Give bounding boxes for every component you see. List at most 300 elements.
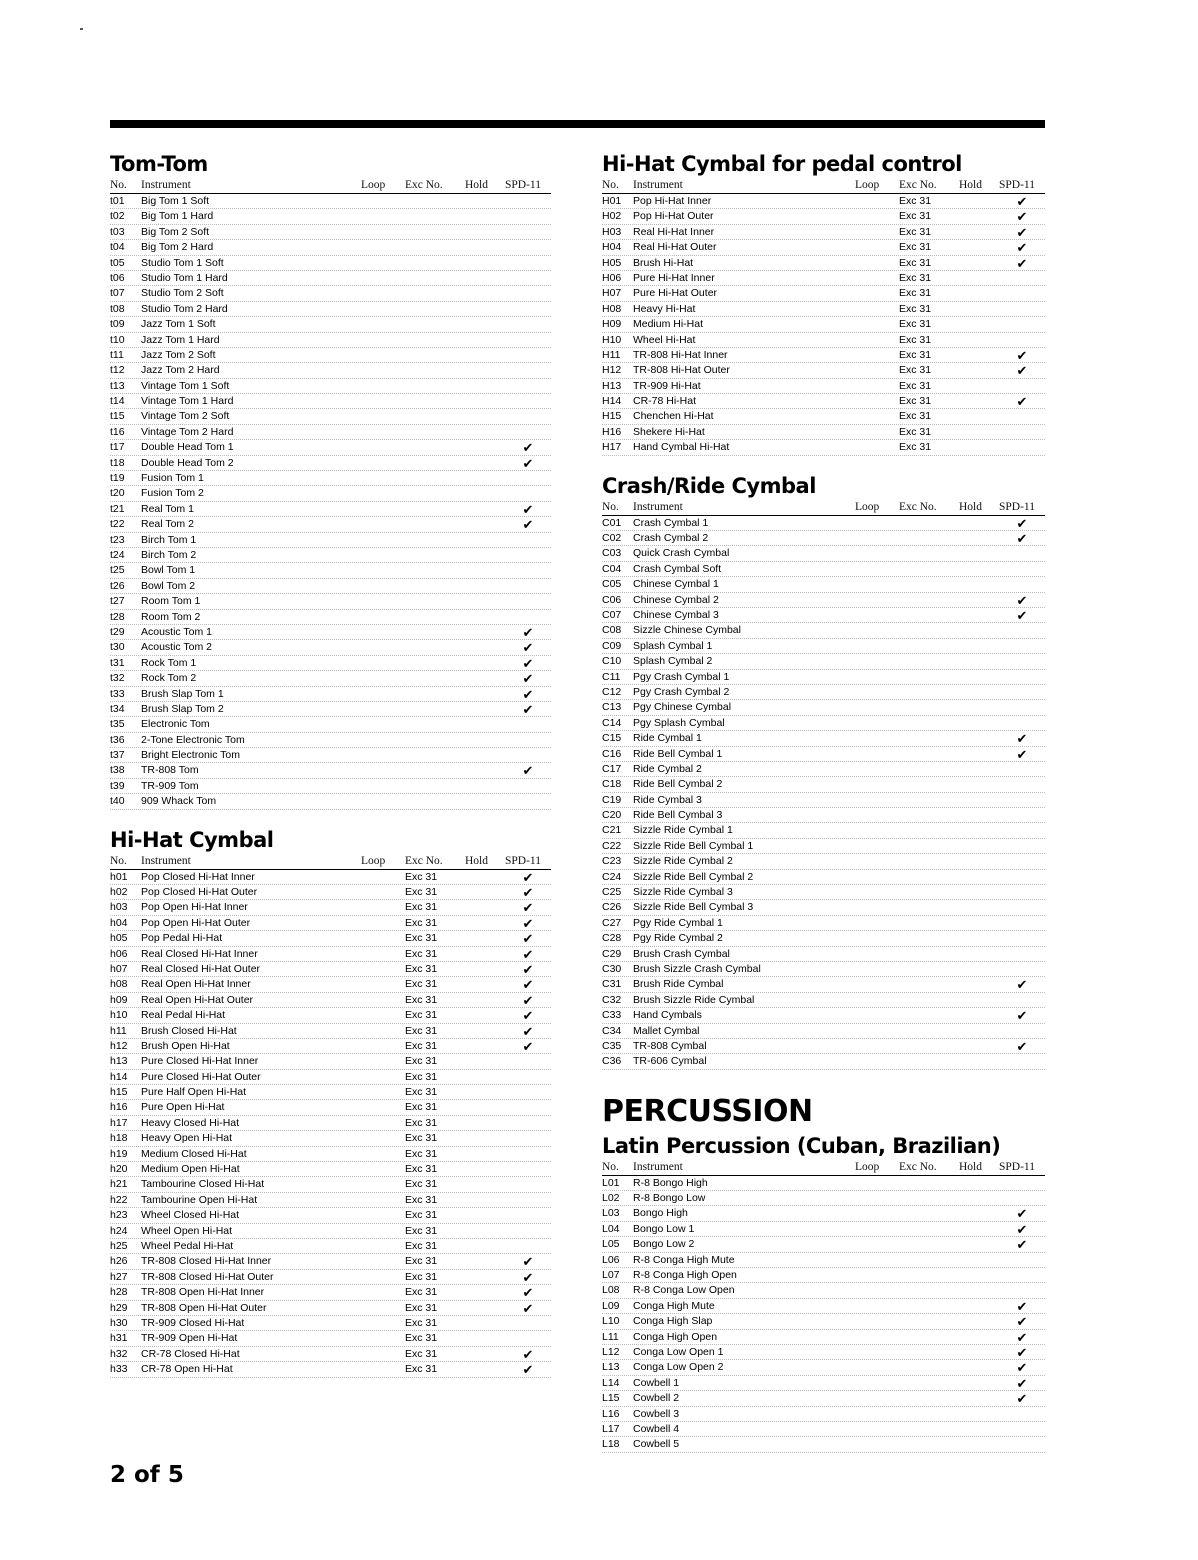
instrument-name: Pop Pedal Hi-Hat (141, 932, 223, 945)
section-title-tomtom: Tom-Tom (110, 152, 208, 176)
hold-cell (959, 654, 999, 668)
hold-cell (465, 1131, 505, 1145)
row-number: L16 (602, 1407, 620, 1420)
hold-cell (465, 409, 505, 423)
exc-number (405, 502, 465, 516)
instrument-name: Jazz Tom 1 Hard (141, 333, 220, 346)
loop-cell (855, 256, 899, 270)
loop-cell (855, 823, 899, 837)
row-number: C11 (602, 670, 621, 683)
checkmark-icon: ✔ (522, 455, 534, 471)
table-row (110, 1254, 551, 1269)
table-row (110, 947, 551, 962)
instrument-name: Brush Sizzle Crash Cymbal (633, 962, 761, 975)
row-number: C20 (602, 809, 622, 822)
table-row (602, 379, 1045, 394)
instrument-name: Brush Ride Cymbal (633, 978, 724, 991)
instrument-name: Jazz Tom 1 Soft (141, 318, 216, 331)
instrument-name: Crash Cymbal 2 (633, 532, 709, 545)
table-row (602, 240, 1045, 255)
loop-cell (855, 1237, 899, 1251)
hold-cell (465, 794, 505, 808)
row-number: L02 (602, 1192, 620, 1205)
loop-cell (855, 716, 899, 730)
row-number: t32 (110, 672, 125, 685)
exc-number (899, 516, 959, 530)
table-row (602, 977, 1045, 992)
checkmark-icon: ✔ (1016, 240, 1028, 256)
table-row (110, 379, 551, 394)
loop-cell (855, 1024, 899, 1038)
sfd-cell (505, 579, 551, 593)
exc-number (899, 639, 959, 653)
instrument-name: Pure Hi-Hat Inner (633, 271, 715, 284)
row-number: C36 (602, 1055, 622, 1068)
col-header-exc: Exc No. (899, 179, 937, 191)
sfd-cell (505, 1331, 551, 1345)
row-number: t28 (110, 610, 125, 623)
instrument-name: Sizzle Ride Bell Cymbal 3 (633, 901, 754, 914)
hold-cell (959, 916, 999, 930)
exc-number (405, 302, 465, 316)
exc-number: Exc 31 (899, 271, 932, 284)
exc-number: Exc 31 (405, 1347, 438, 1360)
loop-cell (361, 1316, 405, 1330)
loop-cell (855, 854, 899, 868)
checkmark-icon: ✔ (522, 1008, 534, 1024)
row-number: C29 (602, 947, 622, 960)
checkmark-icon: ✔ (1016, 1038, 1028, 1054)
checkmark-icon: ✔ (522, 640, 534, 656)
instrument-name: Pop Closed Hi-Hat Inner (141, 870, 255, 883)
loop-cell (855, 1330, 899, 1344)
exc-number: Exc 31 (899, 195, 932, 207)
table-row (110, 916, 551, 931)
row-number: H14 (602, 395, 622, 408)
hold-cell (465, 1224, 505, 1238)
instrument-name: R-8 Conga High Mute (633, 1253, 735, 1266)
exc-number (899, 1039, 959, 1053)
table-row (110, 533, 551, 548)
table-row (110, 1316, 551, 1331)
sfd-cell (505, 733, 551, 747)
row-number: C14 (602, 716, 622, 729)
loop-cell (855, 1176, 899, 1190)
table-row (110, 702, 551, 717)
instrument-name: Quick Crash Cymbal (633, 547, 730, 560)
checkmark-icon: ✔ (1016, 1237, 1028, 1253)
hold-cell (959, 716, 999, 730)
instrument-name: CR-78 Open Hi-Hat (141, 1363, 233, 1376)
exc-number (405, 548, 465, 562)
table-row (110, 363, 551, 378)
table-row (602, 348, 1045, 363)
row-number: H11 (602, 348, 621, 361)
loop-cell (361, 687, 405, 701)
loop-cell (361, 900, 405, 914)
exc-number (899, 531, 959, 545)
hold-cell (959, 639, 999, 653)
row-number: h08 (110, 978, 128, 991)
section-title-hihat-pedal: Hi-Hat Cymbal for pedal control (602, 152, 962, 176)
instrument-name: Real Open Hi-Hat Outer (141, 993, 254, 1006)
exc-number: Exc 31 (405, 947, 438, 960)
table-row (110, 794, 551, 809)
row-number: h11 (110, 1024, 127, 1037)
exc-number: Exc 31 (405, 1209, 438, 1222)
loop-cell (855, 531, 899, 545)
instrument-name: Real Open Hi-Hat Inner (141, 978, 251, 991)
exc-number: Exc 31 (405, 886, 438, 899)
exc-number (405, 671, 465, 685)
instrument-name: Conga Low Open 2 (633, 1361, 724, 1374)
row-number: C18 (602, 778, 622, 791)
sfd-cell (505, 1116, 551, 1130)
loop-cell (855, 947, 899, 961)
hold-cell (465, 610, 505, 624)
exc-number (899, 947, 959, 961)
col-header-no: No. (602, 500, 619, 513)
row-number: L05 (602, 1238, 620, 1251)
instrument-name: Cowbell 4 (633, 1422, 680, 1435)
table-row (602, 1191, 1045, 1206)
hold-cell (959, 1376, 999, 1390)
checkmark-icon: ✔ (522, 624, 534, 640)
row-number: t19 (110, 472, 125, 485)
hold-cell (959, 1253, 999, 1267)
sfd-cell (505, 240, 551, 254)
row-number: h26 (110, 1255, 128, 1268)
instrument-name: Brush Slap Tom 1 (141, 687, 224, 700)
loop-cell (855, 670, 899, 684)
hold-cell (465, 977, 505, 991)
checkmark-icon: ✔ (1016, 1314, 1028, 1330)
sfd-cell (505, 563, 551, 577)
instrument-name: Real Hi-Hat Inner (633, 225, 715, 238)
loop-cell (361, 733, 405, 747)
exc-number (899, 685, 959, 699)
instrument-name: Cowbell 1 (633, 1376, 680, 1389)
table-row (602, 1391, 1045, 1406)
instrument-name: Medium Closed Hi-Hat (141, 1147, 247, 1160)
row-number: t23 (110, 533, 125, 546)
hold-cell (959, 256, 999, 270)
sfd-cell (505, 379, 551, 393)
table-row (110, 286, 551, 301)
col-header-no: No. (110, 179, 127, 191)
checkmark-icon: ✔ (522, 1269, 534, 1285)
row-number: C31 (602, 978, 622, 991)
hold-cell (465, 916, 505, 930)
exc-number (899, 654, 959, 668)
table-row (110, 1085, 551, 1100)
hold-cell (959, 1360, 999, 1374)
instrument-table (110, 870, 551, 1378)
row-number: H17 (602, 441, 622, 454)
checkmark-icon: ✔ (522, 1254, 534, 1270)
checkmark-icon: ✔ (522, 671, 534, 687)
loop-cell (855, 1191, 899, 1205)
row-number: C13 (602, 701, 622, 714)
loop-cell (855, 1437, 899, 1451)
loop-cell (361, 363, 405, 377)
exc-number (405, 348, 465, 362)
table-row (110, 333, 551, 348)
sfd-cell (505, 302, 551, 316)
checkmark-icon: ✔ (1016, 255, 1028, 271)
row-number: C23 (602, 855, 622, 868)
loop-cell (361, 1177, 405, 1191)
table-row (602, 1437, 1045, 1452)
exc-number: Exc 31 (405, 1039, 438, 1052)
loop-cell (361, 209, 405, 223)
exc-number (899, 1437, 959, 1451)
loop-cell (855, 1345, 899, 1359)
loop-cell (855, 1407, 899, 1421)
exc-number: Exc 31 (405, 1270, 438, 1283)
exc-number: Exc 31 (405, 1070, 438, 1083)
loop-cell (855, 302, 899, 316)
sfd-cell (999, 777, 1045, 791)
exc-number (899, 1176, 959, 1190)
section-title-latin: Latin Percussion (Cuban, Brazilian) (602, 1133, 1001, 1158)
row-number: t37 (110, 749, 125, 762)
instrument-name: Pop Open Hi-Hat Outer (141, 916, 251, 929)
table-row (110, 1347, 551, 1362)
instrument-name: TR-909 Tom (141, 779, 199, 792)
row-number: h32 (110, 1347, 128, 1360)
hold-cell (465, 779, 505, 793)
table-row (602, 286, 1045, 301)
hold-cell (465, 1177, 505, 1191)
loop-cell (361, 456, 405, 470)
instrument-name: Jazz Tom 2 Hard (141, 364, 220, 377)
row-number: t25 (110, 564, 125, 577)
loop-cell (361, 1085, 405, 1099)
table-row (602, 1314, 1045, 1329)
checkmark-icon: ✔ (522, 885, 534, 901)
loop-cell (855, 1039, 899, 1053)
exc-number: Exc 31 (899, 364, 932, 377)
table-row (602, 870, 1045, 885)
row-number: h24 (110, 1224, 128, 1237)
table-row (602, 546, 1045, 561)
sfd-cell (505, 1193, 551, 1207)
instrument-name: TR-808 Open Hi-Hat Inner (141, 1286, 265, 1299)
instrument-name: Bowl Tom 1 (141, 564, 196, 577)
col-header-no: No. (602, 179, 619, 191)
row-number: H15 (602, 410, 622, 423)
hold-cell (959, 1422, 999, 1436)
instrument-name: Rock Tom 1 (141, 656, 197, 669)
hold-cell (465, 456, 505, 470)
hold-cell (465, 502, 505, 516)
instrument-table (110, 194, 551, 810)
row-number: t30 (110, 641, 125, 654)
table-row (110, 194, 551, 209)
hold-cell (959, 546, 999, 560)
exc-number (899, 1407, 959, 1421)
hold-cell (465, 548, 505, 562)
table-row (110, 1224, 551, 1239)
hold-cell (465, 1162, 505, 1176)
row-number: L17 (602, 1422, 620, 1435)
loop-cell (361, 748, 405, 762)
row-number: t20 (110, 487, 125, 500)
loop-cell (361, 440, 405, 454)
checkmark-icon: ✔ (522, 701, 534, 717)
sfd-cell (999, 1054, 1045, 1068)
checkmark-icon: ✔ (522, 1346, 534, 1362)
exc-number: Exc 31 (899, 302, 932, 315)
loop-cell (361, 640, 405, 654)
hold-cell (959, 1268, 999, 1282)
table-row (110, 993, 551, 1008)
instrument-name: TR-808 Hi-Hat Inner (633, 348, 728, 361)
instrument-name: R-8 Bongo Low (633, 1192, 706, 1205)
instrument-name: Wheel Hi-Hat (633, 333, 696, 346)
row-number: L04 (602, 1222, 620, 1235)
sfd-cell (999, 317, 1045, 331)
sfd-cell (505, 363, 551, 377)
instrument-name: Brush Open Hi-Hat (141, 1039, 230, 1052)
table-row (602, 333, 1045, 348)
table-row (602, 1008, 1045, 1023)
instrument-name: Brush Hi-Hat (633, 256, 694, 269)
loop-cell (361, 486, 405, 500)
loop-cell (361, 409, 405, 423)
loop-cell (855, 194, 899, 208)
instrument-name: Pure Closed Hi-Hat Outer (141, 1070, 261, 1083)
exc-number (899, 977, 959, 991)
table-row (602, 1222, 1045, 1237)
sfd-cell (505, 1131, 551, 1145)
instrument-name: Pure Closed Hi-Hat Inner (141, 1055, 259, 1068)
row-number: h07 (110, 962, 128, 975)
exc-number (405, 533, 465, 547)
exc-number (899, 793, 959, 807)
row-number: h31 (110, 1332, 128, 1345)
table-row (602, 685, 1045, 700)
right-column (602, 150, 1045, 1453)
exc-number (899, 1253, 959, 1267)
loop-cell (361, 1270, 405, 1284)
checkmark-icon: ✔ (522, 1362, 534, 1378)
row-number: t08 (110, 302, 125, 315)
loop-cell (361, 1362, 405, 1376)
instrument-name: Pgy Chinese Cymbal (633, 701, 732, 714)
row-number: t22 (110, 518, 125, 531)
instrument-name: TR-606 Cymbal (633, 1055, 707, 1068)
table-row (110, 1008, 551, 1023)
exc-number (899, 762, 959, 776)
instrument-name: Hand Cymbal Hi-Hat (633, 441, 730, 454)
row-number: H12 (602, 364, 622, 377)
col-header-instrument: Instrument (141, 179, 191, 191)
exc-number (899, 1008, 959, 1022)
sfd-cell (999, 425, 1045, 439)
hold-cell (465, 1208, 505, 1222)
row-number: C30 (602, 962, 622, 975)
hold-cell (465, 1024, 505, 1038)
sfd-cell (999, 1437, 1045, 1451)
hold-cell (465, 256, 505, 270)
instrument-name: Tambourine Closed Hi-Hat (141, 1178, 265, 1191)
loop-cell (855, 1299, 899, 1313)
table-row (602, 516, 1045, 531)
instrument-name: Wheel Pedal Hi-Hat (141, 1240, 234, 1252)
col-header-sfd: SPD-11 (999, 500, 1035, 513)
loop-cell (855, 562, 899, 576)
hold-cell (465, 640, 505, 654)
table-row (602, 608, 1045, 623)
instrument-name: Real Closed Hi-Hat Inner (141, 947, 258, 960)
table-row (110, 717, 551, 732)
checkmark-icon: ✔ (1016, 592, 1028, 608)
instrument-name: Sizzle Ride Bell Cymbal 1 (633, 839, 754, 852)
instrument-name: TR-808 Tom (141, 764, 199, 777)
sfd-cell (505, 533, 551, 547)
loop-cell (855, 425, 899, 439)
row-number: L18 (602, 1438, 620, 1451)
loop-cell (855, 1054, 899, 1068)
checkmark-icon: ✔ (1016, 1298, 1028, 1314)
sfd-cell (505, 1224, 551, 1238)
row-number: t14 (110, 395, 125, 408)
row-number: h10 (110, 1009, 128, 1022)
checkmark-icon: ✔ (522, 1285, 534, 1301)
hold-cell (465, 687, 505, 701)
exc-number (899, 731, 959, 745)
hold-cell (465, 363, 505, 377)
table-row (602, 1206, 1045, 1221)
hold-cell (959, 977, 999, 991)
col-header-exc: Exc No. (405, 854, 443, 867)
exc-number: Exc 31 (405, 932, 438, 945)
sfd-cell (505, 748, 551, 762)
exc-number (405, 363, 465, 377)
instrument-name: Medium Hi-Hat (633, 318, 704, 331)
table-row (602, 1176, 1045, 1191)
loop-cell (361, 563, 405, 577)
hold-cell (959, 608, 999, 622)
sfd-cell (999, 409, 1045, 423)
loop-cell (361, 625, 405, 639)
instrument-name: Sizzle Chinese Cymbal (633, 624, 741, 637)
instrument-name: Hand Cymbals (633, 1009, 702, 1022)
loop-cell (855, 808, 899, 822)
loop-cell (361, 302, 405, 316)
loop-cell (361, 870, 405, 884)
table-row (110, 900, 551, 915)
hold-cell (959, 363, 999, 377)
table-row (110, 733, 551, 748)
row-number: C21 (602, 824, 622, 837)
table-row (602, 670, 1045, 685)
loop-cell (361, 425, 405, 439)
instrument-name: CR-78 Hi-Hat (633, 395, 697, 408)
row-number: t01 (110, 195, 125, 207)
instrument-name: Big Tom 2 Soft (141, 225, 210, 238)
exc-number (405, 763, 465, 777)
row-number: C27 (602, 916, 622, 929)
col-header-hold: Hold (959, 1160, 982, 1173)
hold-cell (465, 594, 505, 608)
sfd-cell (999, 962, 1045, 976)
exc-number (899, 716, 959, 730)
hold-cell (959, 225, 999, 239)
exc-number (405, 456, 465, 470)
